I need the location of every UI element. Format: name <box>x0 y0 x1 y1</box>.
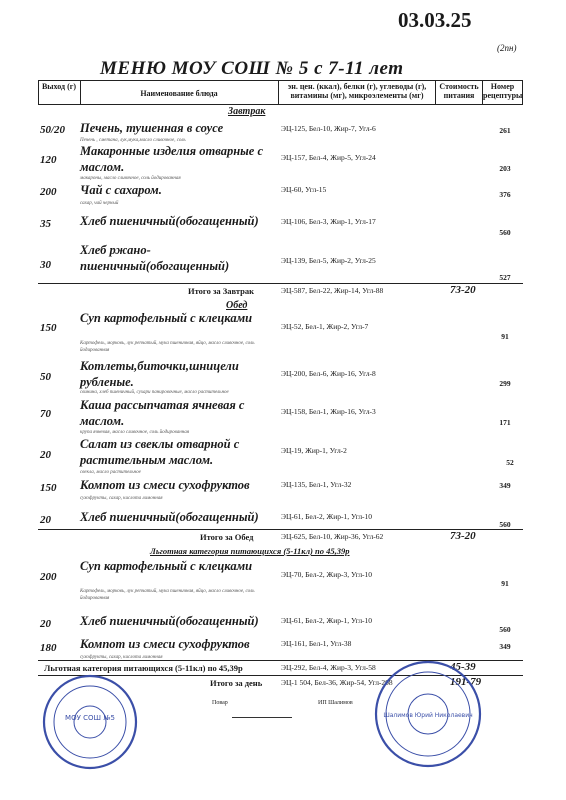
stamp-left-text: МОУ СОШ №5 <box>65 714 115 722</box>
benefit-total-nutr: ЭЦ-292, Бел-4, Жир-3, Угл-58 <box>281 663 376 672</box>
recipe-number: 91 <box>501 332 509 341</box>
table-border <box>522 80 523 104</box>
day-total-price: 191-79 <box>450 676 482 688</box>
dish-ingredients: свинина, хлеб пшеничный, сухари панировочные, масло растительное <box>80 390 229 395</box>
dish-ingredients: сухофрукты, сахар, кислота лимонная <box>80 496 163 501</box>
benefit-total-price: 45-39 <box>450 661 476 673</box>
recipe-number: 91 <box>501 579 509 588</box>
section-lunch: Обед <box>226 300 248 311</box>
stamp-left-icon <box>40 672 140 772</box>
row-yield: 180 <box>40 642 57 654</box>
day-total-nutr: ЭЦ-1 504, Бел-36, Жир-54, Угл-208 <box>281 678 393 687</box>
dish-nutrition: ЭЦ-106, Бел-3, Жир-1, Угл-17 <box>281 217 376 226</box>
dish-ingredients: свекла, масло растительное <box>80 470 141 475</box>
table-top-line <box>38 80 523 81</box>
benefit-total-label: Льготная категория питающихся (5-11кл) по 45,39р <box>44 663 243 673</box>
day-total-label: Итого за день <box>210 678 263 688</box>
dish-nutrition: ЭЦ-60, Угл-15 <box>281 185 327 194</box>
breakfast-total-nutr: ЭЦ-587, Бел-22, Жир-14, Угл-88 <box>281 286 384 295</box>
recipe-number: 52 <box>506 458 514 467</box>
header-name: Наименование блюда <box>140 89 218 98</box>
recipe-number: 560 <box>499 520 511 529</box>
dish-nutrition: ЭЦ-19, Жир-1, Угл-2 <box>281 446 347 455</box>
dish-ingredients: крупа ячневая, масло сливочное, соль йодированная <box>80 430 190 435</box>
signature-label-ip: ИП Шалимов <box>318 700 353 706</box>
lunch-total-nutr: ЭЦ-625, Бел-10, Жир-36, Угл-62 <box>281 532 384 541</box>
dish-nutrition: ЭЦ-135, Бел-1, Угл-32 <box>281 480 352 489</box>
page-title: МЕНЮ МОУ СОШ № 5 с 7-11 лет <box>100 58 404 79</box>
row-yield: 50/20 <box>40 124 66 136</box>
row-yield: 50 <box>40 371 51 383</box>
dish-name: Чай с сахаром. <box>80 183 162 197</box>
recipe-number: 376 <box>499 190 511 199</box>
table-border <box>278 80 279 104</box>
dish-name: Хлеб пшеничный(обогащенный) <box>80 614 259 628</box>
stamp-right-text: Шалимов Юрий Николаевич <box>383 712 473 719</box>
dish-ingredients: Картофель, морковь, лук репчатый, мука пшеничная, яйцо, масло сливочное, соль йодированная <box>80 589 255 601</box>
row-yield: 30 <box>40 259 51 271</box>
recipe-number: 261 <box>499 126 511 135</box>
dish-ingredients: сухофрукты, сахар, кислота лимонная <box>80 655 163 660</box>
header-nutr: эн. цен. (ккал), белки (г), углеводы (г), витамины (мг), микроэлементы (мг) <box>287 82 427 101</box>
row-yield: 150 <box>40 482 57 494</box>
breakfast-total-label: Итого за Завтрак <box>188 286 255 296</box>
recipe-number: 171 <box>499 418 511 427</box>
recipe-number: 527 <box>499 273 511 282</box>
row-yield: 120 <box>40 154 57 166</box>
recipe-number: 560 <box>499 625 511 634</box>
signature-label-cook: Повар <box>212 700 228 706</box>
menu-code: (2пн) <box>497 43 517 53</box>
recipe-number: 349 <box>499 481 511 490</box>
row-yield: 200 <box>40 186 57 198</box>
recipe-number: 203 <box>499 164 511 173</box>
dish-name: Печень, тушенная в соусе <box>80 121 224 135</box>
header-price: Стоимость питания <box>439 82 479 101</box>
dish-nutrition: ЭЦ-161, Бел-1, Угл-38 <box>281 639 352 648</box>
recipe-number: 299 <box>499 379 511 388</box>
header-yield: Выход (г) <box>41 82 77 91</box>
section-breakfast: Завтрак <box>228 106 266 117</box>
lunch-total-label: Итого за Обед <box>200 532 254 542</box>
dish-name: Салат из свеклы отварной с растительным маслом. <box>80 437 240 467</box>
dish-name: Хлеб пшеничный(обогащенный) <box>80 510 259 524</box>
dish-name: Каша рассыпчатая ячневая с маслом. <box>80 398 245 428</box>
recipe-number: 560 <box>499 228 511 237</box>
dish-nutrition: ЭЦ-200, Бел-6, Жир-16, Угл-8 <box>281 369 376 378</box>
dish-nutrition: ЭЦ-158, Бел-1, Жир-16, Угл-3 <box>281 407 376 416</box>
dish-nutrition: ЭЦ-139, Бел-5, Жир-2, Угл-25 <box>281 256 376 265</box>
dish-nutrition: ЭЦ-61, Бел-2, Жир-1, Угл-10 <box>281 512 373 521</box>
row-yield: 150 <box>40 322 57 334</box>
dish-nutrition: ЭЦ-70, Бел-2, Жир-3, Угл-10 <box>281 570 373 579</box>
header-recipe: Номер рецептуры <box>483 82 523 101</box>
dish-nutrition: ЭЦ-52, Бел-1, Жир-2, Угл-7 <box>281 322 369 331</box>
dish-name: Хлеб пшеничный(обогащенный) <box>80 214 259 228</box>
dish-nutrition: ЭЦ-125, Бел-10, Жир-7, Угл-6 <box>281 124 376 133</box>
dish-name: Макаронные изделия отварные с маслом. <box>80 144 264 174</box>
dish-nutrition: ЭЦ-157, Бел-4, Жир-5, Угл-24 <box>281 153 376 162</box>
dish-name: Хлеб ржано-пшеничный(обогащенный) <box>80 243 230 273</box>
dish-ingredients: Печень , сметана, лук,мука,масло сливочное, соль <box>80 138 186 143</box>
signature-line <box>232 717 292 718</box>
row-yield: 20 <box>40 514 51 526</box>
lunch-total-price: 73-20 <box>450 530 476 542</box>
row-yield: 20 <box>40 618 51 630</box>
dish-nutrition: ЭЦ-61, Бел-2, Жир-1, Угл-10 <box>281 616 373 625</box>
menu-date: 03.03.25 <box>398 8 472 32</box>
breakfast-total-price: 73-20 <box>450 284 476 296</box>
row-yield: 200 <box>40 571 57 583</box>
dish-ingredients: макароны, масло сливочное, соль йодированная <box>80 176 181 181</box>
dish-name: Суп картофельный с клецками <box>80 311 253 325</box>
section-benefit: Льготная категория питающихся (5-11кл) по 45,39р <box>150 546 350 556</box>
row-yield: 20 <box>40 449 51 461</box>
row-yield: 70 <box>40 408 51 420</box>
recipe-number: 349 <box>499 642 511 651</box>
dish-ingredients: Картофель, морковь, лук репчатый, мука пшеничная, яйцо, масло сливочное, соль йодированная <box>80 341 255 353</box>
stamp-right-icon <box>372 658 484 770</box>
dish-ingredients: сахар, чай черный <box>80 201 119 206</box>
dish-name: Суп картофельный с клецками <box>80 559 253 573</box>
dish-name: Компот из смеси сухофруктов <box>80 478 250 492</box>
row-yield: 35 <box>40 218 51 230</box>
dish-name: Котлеты,биточки,шницели рубленые. <box>80 359 239 389</box>
table-header-line <box>38 104 523 105</box>
dish-name: Компот из смеси сухофруктов <box>80 637 250 651</box>
